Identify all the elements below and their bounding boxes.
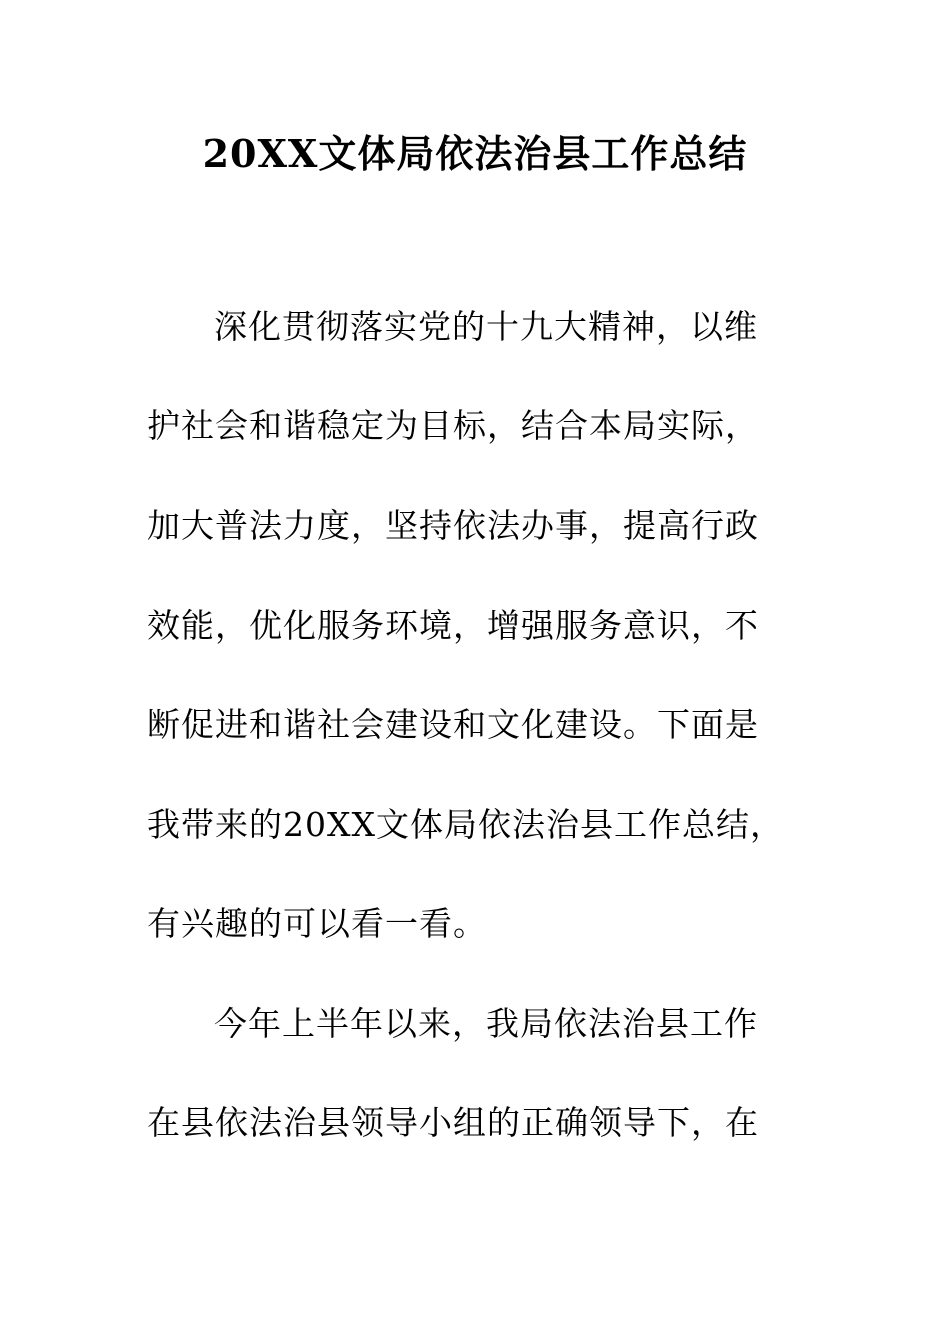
paragraph-2-line-1: 今年上半年以来，我局依法治县工作 (214, 1004, 758, 1043)
document-title: 20XX文体局依法治县工作总结 (202, 131, 748, 176)
paragraph-1-line-5: 断促进和谐社会建设和文化建设。下面是 (147, 705, 759, 744)
paragraph-1-line-7: 有兴趣的可以看一看。 (147, 904, 487, 943)
paragraph-1-line-4: 效能，优化服务环境，增强服务意识，不 (147, 606, 759, 645)
paragraph-1-line-3: 加大普法力度，坚持依法办事，提高行政 (147, 506, 759, 545)
paragraph-1-line-2: 护社会和谐稳定为目标，结合本局实际， (147, 406, 759, 445)
paragraph-1-line-6: 我带来的20XX文体局依法治县工作总结， (147, 805, 784, 844)
paragraph-1-line-1: 深化贯彻落实党的十九大精神，以维 (214, 307, 758, 346)
paragraph-2-line-2: 在县依法治县领导小组的正确领导下，在 (147, 1103, 759, 1142)
